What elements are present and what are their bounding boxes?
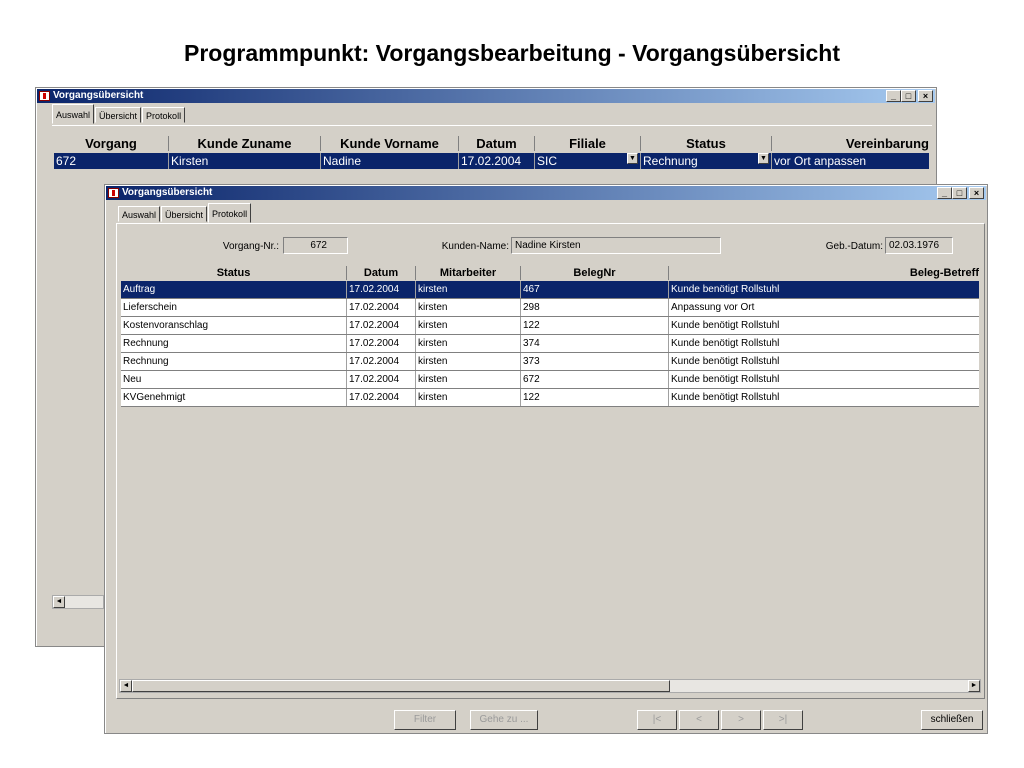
app-icon: [108, 188, 119, 198]
table-row[interactable]: [121, 281, 979, 299]
cell-mitarbeiter: kirsten: [416, 371, 521, 388]
front-window: [104, 184, 988, 734]
cell-status: Rechnung: [121, 353, 347, 370]
cell-status: KVGenehmigt: [121, 389, 347, 406]
kunden-name-field[interactable]: Nadine Kirsten: [511, 237, 721, 254]
col-header-status[interactable]: Status: [121, 266, 347, 280]
app-icon: [39, 91, 50, 101]
cell-belegnr: 298: [521, 299, 669, 316]
cell-status: Lieferschein: [121, 299, 347, 316]
tab-protokoll[interactable]: Protokoll: [208, 203, 251, 223]
col-header-vorgang[interactable]: Vorgang: [54, 136, 169, 151]
cell-mitarbeiter: kirsten: [416, 299, 521, 316]
cell-status: Neu: [121, 371, 347, 388]
cell-mitarbeiter: kirsten: [416, 335, 521, 352]
filiale-dropdown-icon[interactable]: ▼: [627, 153, 638, 164]
cell-betreff: Kunde benötigt Rollstuhl: [671, 320, 780, 331]
vorgang-field[interactable]: 672: [283, 237, 348, 254]
cell-datum: 17.02.2004: [347, 281, 416, 298]
cell-betreff: Kunde benötigt Rollstuhl: [671, 374, 780, 385]
tab-uebersicht[interactable]: Übersicht: [161, 206, 207, 222]
table-row[interactable]: [121, 371, 979, 389]
cell-vorgang: 672: [54, 153, 169, 169]
front-horizontal-scrollbar[interactable]: [119, 679, 981, 693]
back-tab-bar: [52, 107, 186, 124]
col-header-kunde-zuname[interactable]: Kunde Zuname: [169, 136, 321, 151]
cell-zuname: Kirsten: [169, 153, 321, 169]
table-row[interactable]: [121, 389, 979, 407]
col-header-beleg-betreff[interactable]: Beleg-Betreff: [909, 267, 979, 279]
front-window-titlebar[interactable]: [106, 186, 986, 200]
close-button[interactable]: schließen: [921, 710, 983, 730]
next-record-button[interactable]: >: [721, 710, 761, 730]
tab-protokoll[interactable]: Protokoll: [142, 107, 185, 123]
cell-datum: 17.02.2004: [347, 299, 416, 316]
back-horizontal-scrollbar[interactable]: [52, 595, 104, 609]
cell-belegnr: 122: [521, 389, 669, 406]
tab-auswahl[interactable]: Auswahl: [118, 206, 160, 222]
col-header-vereinbarung[interactable]: Vereinbarung: [845, 136, 929, 151]
cell-mitarbeiter: kirsten: [416, 317, 521, 334]
col-header-datum[interactable]: Datum: [347, 266, 416, 280]
col-header-kunde-vorname[interactable]: Kunde Vorname: [321, 136, 459, 151]
cell-betreff: Kunde benötigt Rollstuhl: [671, 338, 780, 349]
cell-belegnr: 467: [521, 281, 669, 298]
cell-filiale: [535, 153, 641, 169]
table-row[interactable]: [121, 353, 979, 371]
col-header-status[interactable]: Status: [641, 136, 772, 151]
cell-belegnr: 122: [521, 317, 669, 334]
cell-vereinbarung: vor Ort anpassen: [774, 154, 867, 168]
cell-datum: 17.02.2004: [347, 353, 416, 370]
cell-datum: 17.02.2004: [347, 389, 416, 406]
table-row[interactable]: [121, 335, 979, 353]
cell-status: Auftrag: [121, 281, 347, 298]
minimize-button[interactable]: _: [886, 90, 901, 102]
tab-auswahl[interactable]: Auswahl: [52, 104, 94, 124]
cell-status: Rechnung: [121, 335, 347, 352]
maximize-button[interactable]: □: [952, 187, 967, 199]
first-record-button[interactable]: |<: [637, 710, 677, 730]
scroll-thumb[interactable]: [132, 680, 670, 692]
col-header-belegnr[interactable]: BelegNr: [521, 266, 669, 280]
cell-betreff: Anpassung vor Ort: [671, 302, 755, 313]
cell-status: Kostenvoranschlag: [121, 317, 347, 334]
previous-record-button[interactable]: <: [679, 710, 719, 730]
front-window-title: Vorgangsübersicht: [122, 187, 213, 198]
cell-betreff: Kunde benötigt Rollstuhl: [671, 356, 780, 367]
cell-mitarbeiter: kirsten: [416, 389, 521, 406]
col-header-datum[interactable]: Datum: [459, 136, 535, 151]
cell-status: [641, 153, 772, 169]
back-grid-header: [54, 136, 929, 151]
cell-belegnr: 672: [521, 371, 669, 388]
cell-datum: 17.02.2004: [347, 317, 416, 334]
back-window-titlebar[interactable]: [37, 89, 935, 103]
filter-button[interactable]: Filter: [394, 710, 456, 730]
col-header-mitarbeiter[interactable]: Mitarbeiter: [416, 266, 521, 280]
gehe-zu-button[interactable]: Gehe zu ...: [470, 710, 538, 730]
geb-datum-field[interactable]: 02.03.1976: [885, 237, 953, 254]
front-tab-bar: [118, 206, 252, 223]
cell-vorname: Nadine: [321, 153, 459, 169]
back-window-title: Vorgangsübersicht: [53, 90, 144, 101]
cell-datum: 17.02.2004: [459, 153, 535, 169]
vorgang-label: Vorgang-Nr.:: [222, 241, 279, 252]
cell-mitarbeiter: kirsten: [416, 353, 521, 370]
scroll-left-icon[interactable]: ◄: [120, 680, 132, 692]
front-grid-header: [121, 266, 979, 280]
cell-datum: 17.02.2004: [347, 371, 416, 388]
status-dropdown-icon[interactable]: ▼: [758, 153, 769, 164]
geb-datum-label: Geb.-Datum:: [825, 241, 883, 252]
close-window-button[interactable]: ×: [969, 187, 984, 199]
maximize-button[interactable]: □: [901, 90, 916, 102]
filiale-value: SIC: [537, 154, 558, 168]
close-window-button[interactable]: ×: [918, 90, 933, 102]
minimize-button[interactable]: _: [937, 187, 952, 199]
cell-belegnr: 374: [521, 335, 669, 352]
cell-betreff: Kunde benötigt Rollstuhl: [671, 392, 780, 403]
col-header-filiale[interactable]: Filiale: [535, 136, 641, 151]
scroll-left-icon[interactable]: ◄: [53, 596, 65, 608]
table-row[interactable]: [121, 317, 979, 335]
cell-mitarbeiter: kirsten: [416, 281, 521, 298]
cell-belegnr: 373: [521, 353, 669, 370]
cell-datum: 17.02.2004: [347, 335, 416, 352]
last-record-button[interactable]: >|: [763, 710, 803, 730]
cell-betreff: Kunde benötigt Rollstuhl: [671, 284, 780, 295]
back-table-row[interactable]: [54, 153, 929, 169]
status-value: Rechnung: [643, 154, 698, 168]
table-row[interactable]: [121, 299, 979, 317]
scroll-right-icon[interactable]: ►: [968, 680, 980, 692]
kunden-name-label: Kunden-Name:: [441, 241, 509, 252]
slide-title: Programmpunkt: Vorgangsbearbeitung - Vorgangsübersicht: [184, 40, 840, 66]
tab-uebersicht[interactable]: Übersicht: [95, 107, 141, 123]
